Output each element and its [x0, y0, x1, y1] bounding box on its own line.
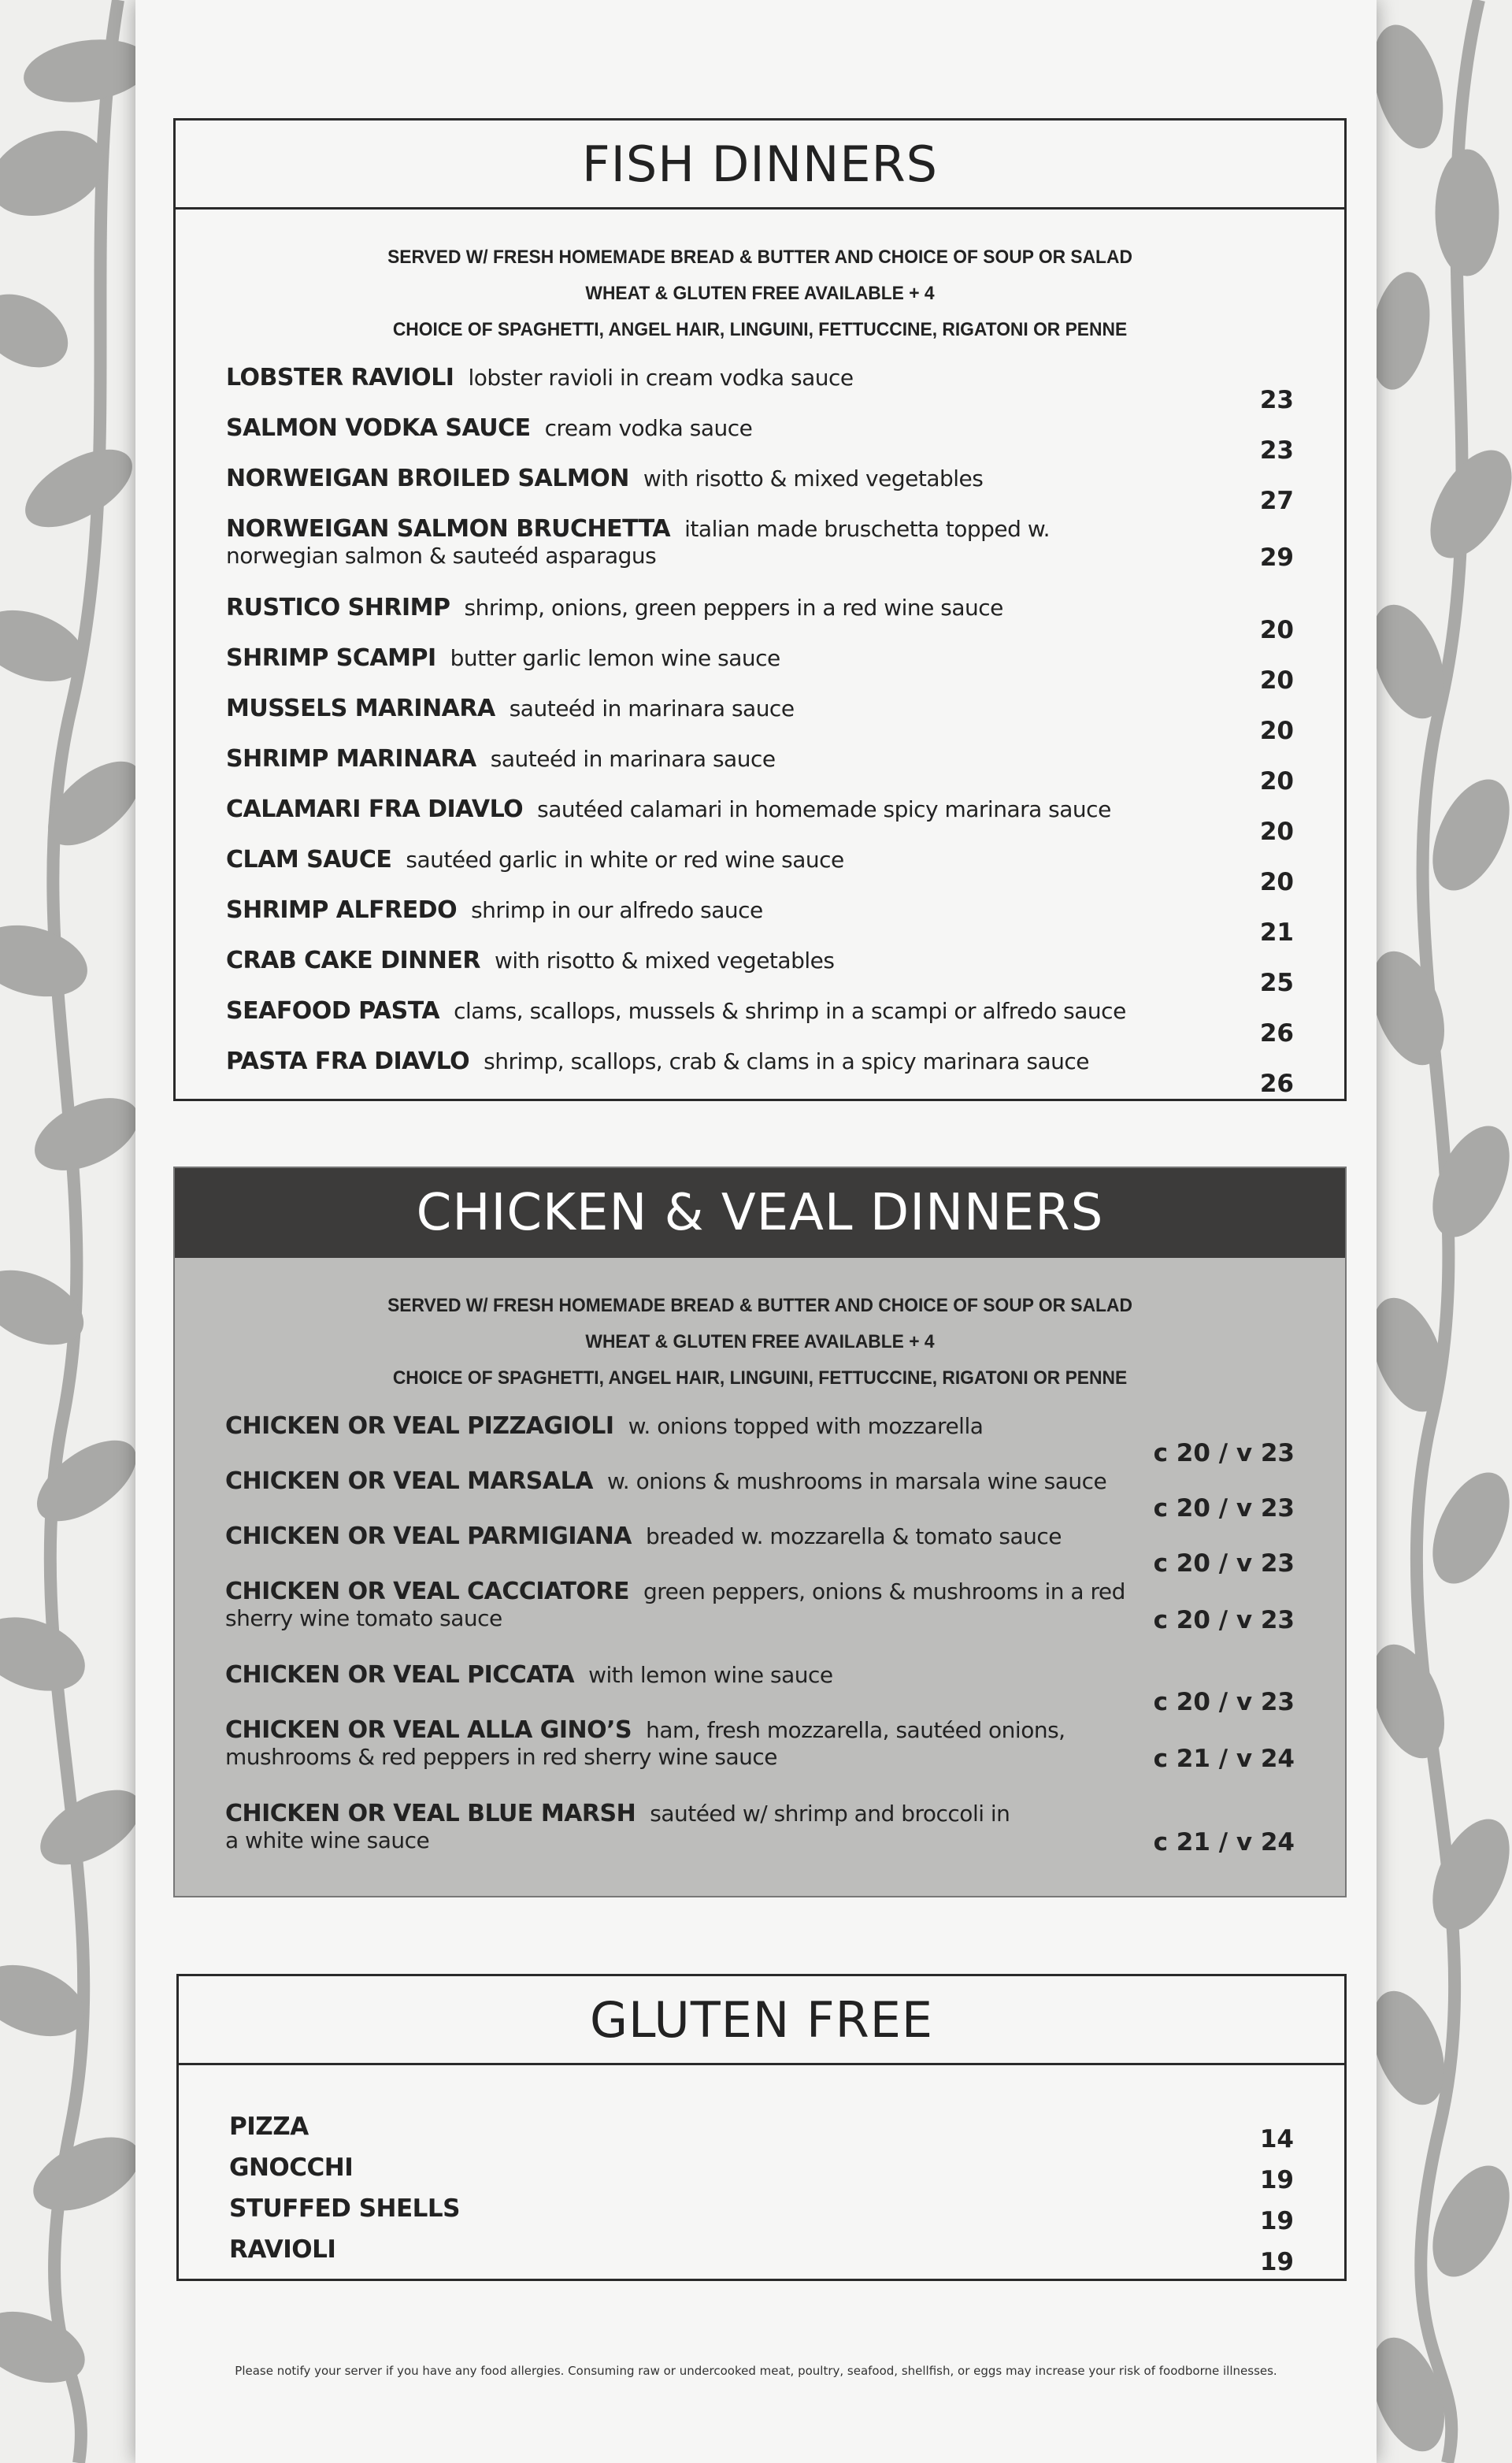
item-price: c 20 / v 23 [1153, 1688, 1295, 1716]
menu-item [226, 796, 1294, 846]
item-price: c 20 / v 23 [1153, 1606, 1295, 1634]
item-price: 20 [1259, 818, 1294, 846]
item-price: c 20 / v 23 [1153, 1549, 1295, 1578]
menu-item [226, 846, 1294, 896]
item-name: CHICKEN OR VEAL MARSALA [225, 1467, 593, 1495]
item-name: STUFFED SHELLS [229, 2194, 460, 2223]
item-name: SALMON VODKA SAUCE [226, 414, 531, 442]
menu-item [225, 1716, 1295, 1800]
item-price: 29 [1259, 543, 1294, 572]
item-name: CHICKEN OR VEAL PARMIGIANA [225, 1523, 632, 1550]
item-desc: w. onions topped with mozzarella [628, 1413, 984, 1439]
menu-item [226, 745, 1294, 796]
item-name: SHRIMP SCAMPI [226, 644, 436, 672]
menu-item [226, 644, 1294, 695]
section-notes [176, 239, 1344, 348]
allergy-disclaimer: Please notify your server if you have any food allergies. Consuming raw or undercooked meat, poultry, seafood, shellfish, or eggs may increase your risk of foodborne illnesses. [235, 2364, 1277, 2378]
item-price: c 20 / v 23 [1153, 1439, 1295, 1467]
menu-item [229, 2153, 1294, 2194]
item-name: SEAFOOD PASTA [226, 997, 440, 1025]
item-price: c 21 / v 24 [1153, 1745, 1295, 1773]
item-name: NORWEIGAN BROILED SALMON [226, 465, 629, 492]
item-price: 25 [1259, 969, 1294, 997]
item-price: c 20 / v 23 [1153, 1494, 1295, 1523]
menu-item [229, 2235, 1294, 2276]
item-name: RUSTICO SHRIMP [226, 594, 450, 621]
item-desc: with risotto & mixed vegetables [643, 466, 984, 491]
section-title: FISH DINNERS [176, 121, 1344, 210]
section-notes [175, 1288, 1345, 1397]
item-desc: shrimp, onions, green peppers in a red wine sauce [464, 595, 1003, 621]
section-title: CHICKEN & VEAL DINNERS [175, 1168, 1345, 1258]
note-gluten-free: WHEAT & GLUTEN FREE AVAILABLE + 4 [585, 283, 935, 304]
item-name: PASTA FRA DIAVLO [226, 1048, 470, 1075]
note-gluten-free: WHEAT & GLUTEN FREE AVAILABLE + 4 [585, 1331, 935, 1352]
item-desc: shrimp, scallops, crab & clams in a spicy marinara sauce [484, 1048, 1089, 1074]
item-name: RAVIOLI [229, 2235, 336, 2264]
menu-item [225, 1578, 1295, 1661]
menu-page [135, 0, 1377, 2463]
item-desc: butter garlic lemon wine sauce [450, 645, 780, 671]
menu-item [229, 2194, 1294, 2235]
gluten-free-section [176, 1974, 1347, 2281]
menu-item [229, 2112, 1294, 2153]
item-price: 26 [1259, 1019, 1294, 1048]
note-pasta-choice: CHOICE OF SPAGHETTI, ANGEL HAIR, LINGUINI, FETTUCCINE, RIGATONI OR PENNE [392, 319, 1128, 340]
item-price: 19 [1259, 2248, 1294, 2276]
menu-item [225, 1800, 1295, 1883]
menu-item [226, 594, 1294, 644]
menu-item [226, 695, 1294, 745]
menu-item [226, 414, 1294, 465]
note-served-with: SERVED W/ FRESH HOMEMADE BREAD & BUTTER AND CHOICE OF SOUP OR SALAD [387, 1295, 1132, 1316]
menu-items [175, 1412, 1345, 1883]
item-price: 20 [1259, 666, 1294, 695]
fish-dinners-section [173, 118, 1347, 1101]
chicken-veal-section [173, 1167, 1347, 1897]
item-name: PIZZA [229, 2112, 309, 2141]
item-name: LOBSTER RAVIOLI [226, 364, 454, 391]
item-desc: with lemon wine sauce [588, 1662, 833, 1688]
item-price: 14 [1259, 2125, 1294, 2153]
menu-item [226, 364, 1294, 414]
item-desc: sautéed w/ shrimp and broccoli in a white wine sauce [225, 1801, 1010, 1853]
item-desc: w. onions & mushrooms in marsala wine sauce [606, 1468, 1107, 1494]
item-name: CHICKEN OR VEAL BLUE MARSH [225, 1800, 636, 1827]
menu-item [225, 1412, 1295, 1467]
item-price: 23 [1259, 436, 1294, 465]
item-desc: italian made bruschetta topped w. norwegian salmon & sauteéd asparagus [226, 516, 1051, 569]
item-desc: cream vodka sauce [544, 415, 753, 441]
item-price: 19 [1259, 2207, 1294, 2235]
menu-item [226, 515, 1294, 594]
menu-item [225, 1523, 1295, 1578]
menu-item [226, 896, 1294, 947]
item-desc: breaded w. mozzarella & tomato sauce [646, 1523, 1062, 1549]
menu-items [176, 364, 1344, 1098]
item-desc: ham, fresh mozzarella, sautéed onions, mushrooms & red peppers in red sherry wine sauce [225, 1717, 1065, 1770]
menu-item [226, 1048, 1294, 1098]
item-desc: sautéed calamari in homemade spicy marinara sauce [537, 796, 1111, 822]
item-price: 20 [1259, 717, 1294, 745]
item-price: c 21 / v 24 [1153, 1828, 1295, 1857]
item-price: 21 [1259, 918, 1294, 947]
item-name: CRAB CAKE DINNER [226, 947, 480, 974]
menu-items [179, 2081, 1344, 2276]
item-name: CHICKEN OR VEAL PICCATA [225, 1661, 575, 1689]
item-desc: shrimp in our alfredo sauce [471, 897, 763, 923]
item-desc: lobster ravioli in cream vodka sauce [468, 365, 854, 391]
item-name: CHICKEN OR VEAL CACCIATORE [225, 1578, 630, 1605]
item-name: CLAM SAUCE [226, 846, 392, 874]
item-desc: sauteéd in marinara sauce [490, 746, 776, 772]
item-name: SHRIMP MARINARA [226, 745, 476, 773]
item-price: 23 [1259, 386, 1294, 414]
menu-item [225, 1661, 1295, 1716]
menu-item [226, 947, 1294, 997]
item-desc: clams, scallops, mussels & shrimp in a scampi or alfredo sauce [454, 998, 1126, 1024]
note-pasta-choice: CHOICE OF SPAGHETTI, ANGEL HAIR, LINGUINI, FETTUCCINE, RIGATONI OR PENNE [392, 1367, 1128, 1389]
section-title: GLUTEN FREE [179, 1976, 1344, 2065]
item-name: GNOCCHI [229, 2153, 354, 2182]
leaf-vine-decoration-left [0, 0, 135, 2463]
item-name: CHICKEN OR VEAL ALLA GINO’S [225, 1716, 632, 1744]
item-price: 27 [1259, 487, 1294, 515]
item-price: 20 [1259, 868, 1294, 896]
leaf-vine-decoration-right [1377, 0, 1512, 2463]
item-desc: sautéed garlic in white or red wine sauce [406, 847, 844, 873]
item-desc: with risotto & mixed vegetables [494, 948, 835, 974]
menu-item [226, 997, 1294, 1048]
note-served-with: SERVED W/ FRESH HOMEMADE BREAD & BUTTER AND CHOICE OF SOUP OR SALAD [387, 247, 1132, 268]
item-name: CALAMARI FRA DIAVLO [226, 796, 524, 823]
item-name: MUSSELS MARINARA [226, 695, 495, 722]
item-price: 26 [1259, 1070, 1294, 1098]
item-name: NORWEIGAN SALMON BRUCHETTA [226, 515, 671, 543]
item-price: 20 [1259, 767, 1294, 796]
item-name: SHRIMP ALFREDO [226, 896, 458, 924]
item-desc: green peppers, onions & mushrooms in a red sherry wine tomato sauce [225, 1578, 1125, 1631]
menu-item [225, 1467, 1295, 1523]
menu-item [226, 465, 1294, 515]
item-price: 20 [1259, 616, 1294, 644]
item-desc: sauteéd in marinara sauce [509, 696, 795, 721]
item-price: 19 [1259, 2166, 1294, 2194]
item-name: CHICKEN OR VEAL PIZZAGIOLI [225, 1412, 614, 1440]
